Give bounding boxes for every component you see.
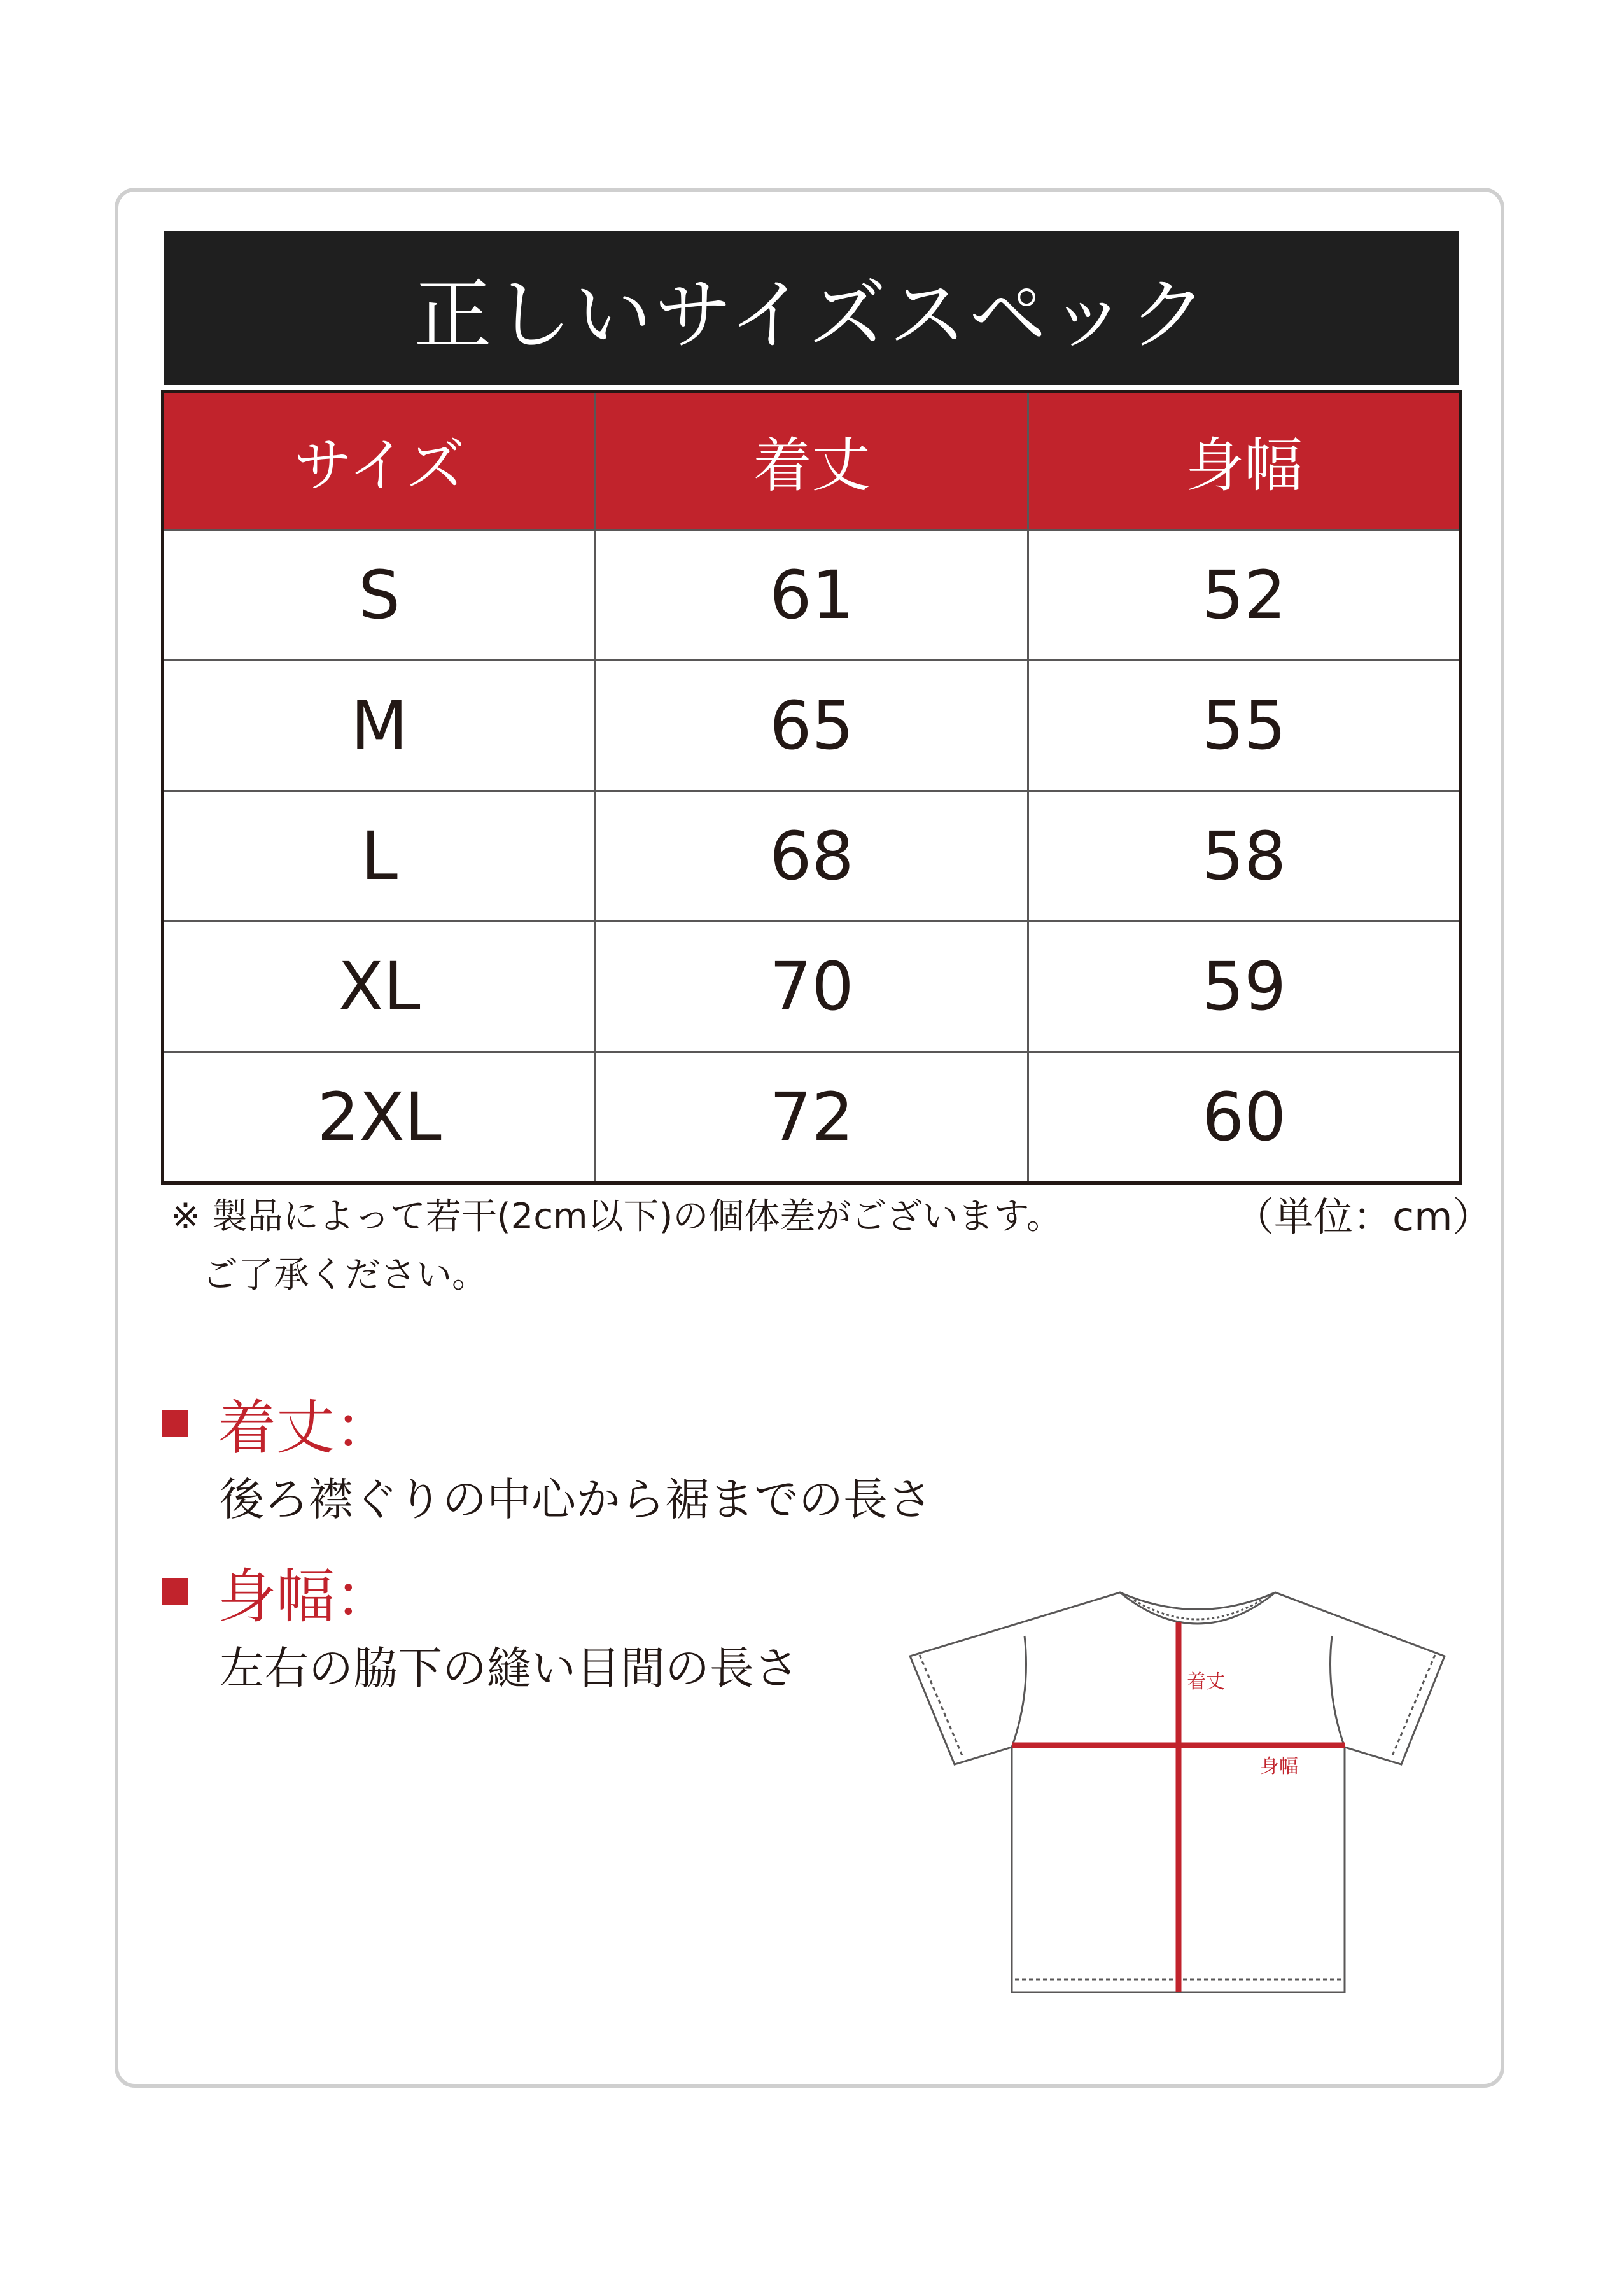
cell-size: XL [163, 922, 596, 1052]
cell-size: L [163, 791, 596, 922]
cell-width: 58 [1028, 791, 1461, 922]
cell-length: 72 [596, 1052, 1028, 1183]
cell-length: 70 [596, 922, 1028, 1052]
size-spec-table [161, 390, 1462, 1185]
table-row [163, 530, 1461, 661]
header-size: サイズ [163, 391, 596, 530]
tshirt-diagram [904, 1578, 1470, 2011]
cell-width: 52 [1028, 530, 1461, 661]
term-label: 着丈： [218, 1394, 394, 1462]
width-diagram-label: 身幅 [1260, 1755, 1298, 1778]
cell-width: 60 [1028, 1052, 1461, 1183]
cell-length: 68 [596, 791, 1028, 922]
page-title: 正しいサイズスペック [164, 231, 1459, 385]
note-line-2: ご了承ください。 [202, 1255, 487, 1296]
definition-desc-length: 後ろ襟ぐりの中心から裾までの長さ [220, 1473, 932, 1526]
definition-term-width [162, 1550, 393, 1634]
cell-width: 55 [1028, 661, 1461, 791]
table-row [163, 922, 1461, 1052]
header-length: 着丈 [596, 391, 1028, 530]
cell-size: 2XL [163, 1052, 596, 1183]
bullet-square-icon [162, 1578, 188, 1605]
tolerance-note [171, 1188, 1062, 1305]
term-label: 身幅： [218, 1563, 394, 1631]
cell-size: S [163, 530, 596, 661]
bullet-square-icon [162, 1410, 188, 1437]
cell-width: 59 [1028, 922, 1461, 1052]
cell-size: M [163, 661, 596, 791]
unit-label: （単位：cm） [1235, 1193, 1492, 1240]
header-width: 身幅 [1028, 391, 1461, 530]
definition-term-length [162, 1381, 393, 1465]
table-header-row [163, 391, 1461, 530]
cell-length: 65 [596, 661, 1028, 791]
cell-length: 61 [596, 530, 1028, 661]
length-diagram-label: 着丈 [1187, 1671, 1225, 1693]
table-row [163, 661, 1461, 791]
definition-desc-width: 左右の脇下の縫い目間の長さ [220, 1642, 799, 1694]
note-line-1: ※ 製品によって若干(2cm以下)の個体差がございます。 [171, 1196, 1062, 1237]
table-row [163, 791, 1461, 922]
table-row [163, 1052, 1461, 1183]
